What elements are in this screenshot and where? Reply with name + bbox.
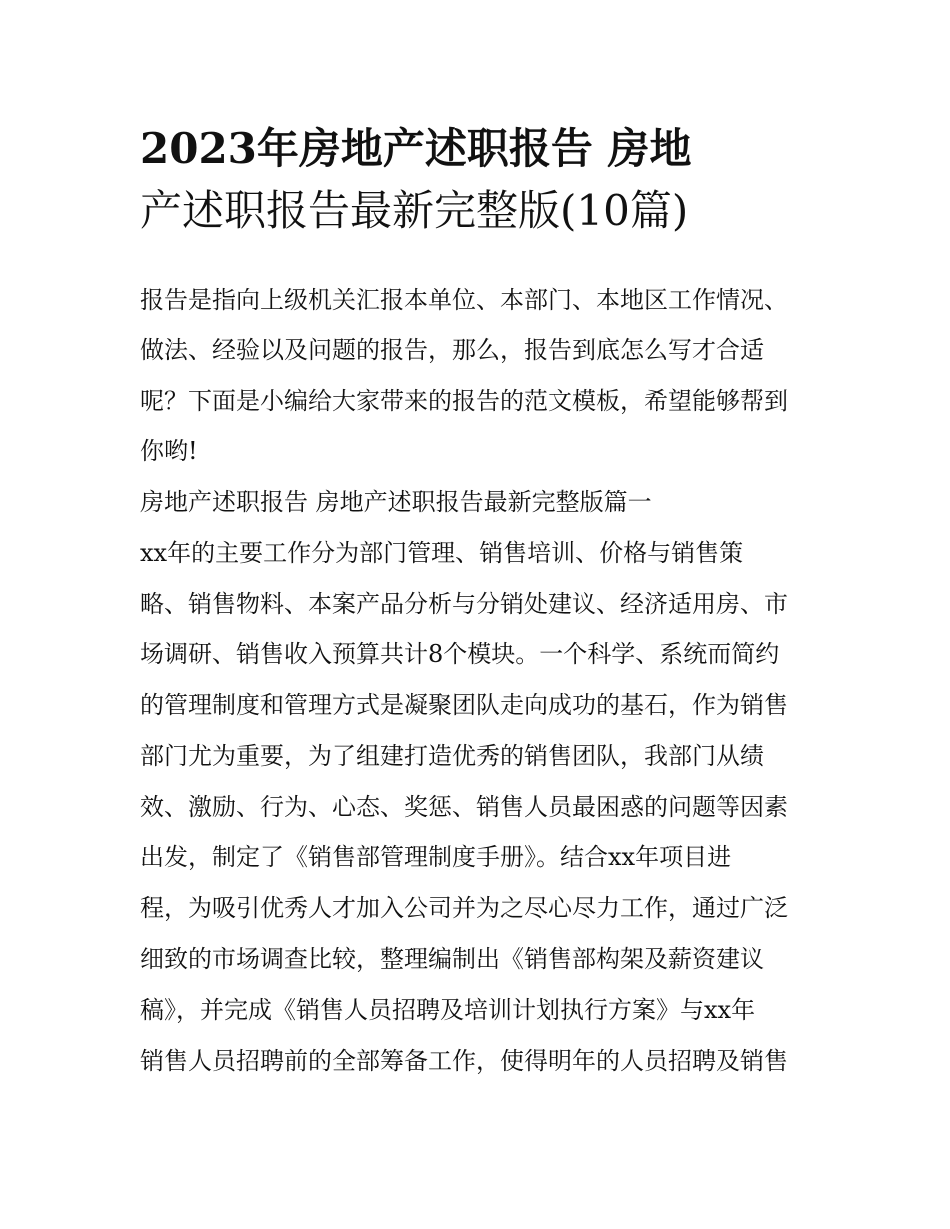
paragraph-line-2: 略、销售物料、本案产品分析与分销处建议、经济适用房、市 xyxy=(140,590,788,618)
intro-line-2: 做法、经验以及问题的报告，那么，报告到底怎么写才合适 xyxy=(140,336,764,364)
paragraph-line-5: 部门尤为重要，为了组建打造优秀的销售团队，我部门从绩 xyxy=(140,742,764,770)
paragraph-line-8: 程，为吸引优秀人才加入公司并为之尽心尽力工作，通过广泛 xyxy=(140,894,788,922)
section-heading: 房地产述职报告 房地产述职报告最新完整版篇一 xyxy=(140,488,652,516)
paragraph-line-6: 效、激励、行为、心态、奖惩、销售人员最困惑的问题等因素 xyxy=(140,793,788,821)
paragraph-line-10: 稿》，并完成《销售人员招聘及培训计划执行方案》与xx年 xyxy=(140,996,756,1024)
intro-line-3: 呢？下面是小编给大家带来的报告的范文模板，希望能够帮到 xyxy=(140,387,788,415)
intro-line-4: 你哟! xyxy=(140,437,198,465)
paragraph-line-4: 的管理制度和管理方式是凝聚团队走向成功的基石，作为销售 xyxy=(140,691,788,719)
title-line-2: 产述职报告最新完整版(10篇) xyxy=(140,186,689,235)
intro-line-1: 报告是指向上级机关汇报本单位、本部门、本地区工作情况、 xyxy=(140,286,788,314)
document-title xyxy=(140,118,820,242)
paragraph-line-9: 细致的市场调查比较，整理编制出《销售部构架及薪资建议 xyxy=(140,945,764,973)
paragraph-line-3: 场调研、销售收入预算共计8个模块。一个科学、系统而简约 xyxy=(140,640,780,668)
title-line-1: 2023年房地产述职报告 房地 xyxy=(140,124,692,173)
paragraph-line-7: 出发，制定了《销售部管理制度手册》。结合xx年项目进 xyxy=(140,843,732,871)
paragraph-line-1: xx年的主要工作分为部门管理、销售培训、价格与销售策 xyxy=(140,539,744,567)
paragraph-line-11: 销售人员招聘前的全部筹备工作，使得明年的人员招聘及销售 xyxy=(140,1047,788,1075)
